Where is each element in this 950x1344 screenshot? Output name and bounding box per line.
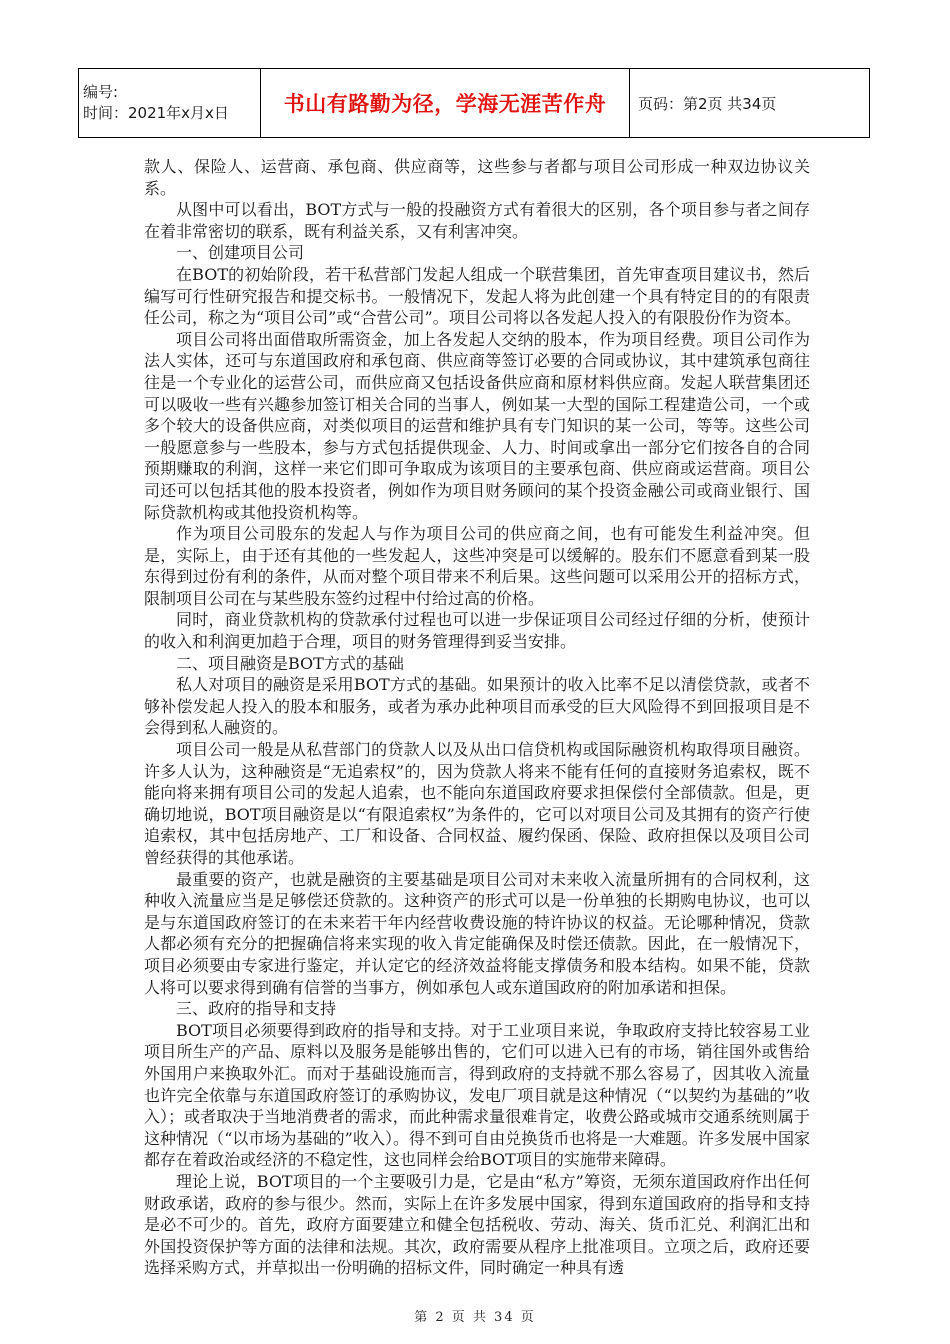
section-heading-1: 一、创建项目公司 xyxy=(176,243,305,263)
header-motto: 书山有路勤为径，学海无涯苦作舟 xyxy=(261,69,630,138)
paragraph: 从图中可以看出，BOT方式与一般的投融资方式有着很大的区别，各个项目参与者之间存在着非常密切的联系，既有利益关系，又有利害冲突。 xyxy=(144,200,810,241)
document-header xyxy=(78,68,870,138)
paragraph: 私人对项目的融资是采用BOT方式的基础。如果预计的收入比率不足以清偿贷款，或者不够补偿发起人投入的股本和服务，或者为承办此种项目而承受的巨大风险得不到回报项目是不会得到私人融资的。 xyxy=(144,675,810,738)
paragraph: 在BOT的初始阶段，若干私营部门发起人组成一个联营集团，首先审查项目建议书，然后编写可行性研究报告和提交标书。一般情况下，发起人将为此创建一个具有特定目的的有限责任公司，称之为“项目公司”或“合营公司”。项目公司将以各发起人投入的有限股份作为资本。 xyxy=(144,264,810,328)
page-footer: 第 2 页 共 34 页 xyxy=(414,1310,536,1325)
section-heading-2: 二、项目融资是BOT方式的基础 xyxy=(176,653,404,673)
paragraph-continuation: 款人、保险人、运营商、承包商、供应商等，这些参与者都与项目公司形成一种双边协议关系。 xyxy=(144,157,810,198)
header-page-info: 页码：第2页 共34页 xyxy=(630,69,870,138)
document-body xyxy=(144,156,810,1279)
paragraph: 作为项目公司股东的发起人与作为项目公司的供应商之间，也有可能发生利益冲突。但是，实际上，由于还有其他的一些发起人，这些冲突是可以缓解的。股东们不愿意看到某一股东得到过份有利的条件，从而对整个项目带来不利后果。这些问题可以采用公开的招标方式，限制项目公司在与某些股东签约过程中付给过高的价格。 xyxy=(144,524,810,608)
paragraph: BOT项目必须要得到政府的指导和支持。对于工业项目来说，争取政府支持比较容易工业项目所生产的产品、原料以及服务是能够出售的，它们可以进入已有的市场，销往国外或售给外国用户来换取外汇。而对于基础设施而言，得到政府的支持就不那么容易了，因其收入流量也许完全依靠与东道国政府签订的承购协议，发电厂项目就是这种情况（“以契约为基础的”收入）；或者取决于当地消费者的需求，而此种需求量很难肯定，收费公路或城市交通系统则属于这种情况（“以市场为基础的”收入）。得不到可自由兑换货币也将是一大难题。许多发展中国家都存在着政治或经济的不稳定性，这也同样会给BOT项目的实施带来障碍。 xyxy=(144,1020,810,1170)
paragraph: 同时，商业贷款机构的贷款承付过程也可以进一步保证项目公司经过仔细的分析，使预计的收入和利润更加趋于合理，项目的财务管理得到妥当安排。 xyxy=(144,610,810,652)
section-heading-3: 三、政府的指导和支持 xyxy=(176,999,337,1019)
paragraph: 项目公司将出面借取所需资金，加上各发起人交纳的股本，作为项目经费。项目公司作为法人实体，还可与东道国政府和承包商、供应商等签订必要的合同或协议，其中建筑承包商往往是一个专业化的运营公司，而供应商又包括设备供应商和原材料供应商。发起人联营集团还可以吸收一些有兴趣参加签订相关合同的当事人，例如某一大型的国际工程建造公司，一个或多个较大的设备供应商，对类似项目的运营和维护具有专门知识的某一公司，等等。这些公司一般愿意参与一些股本，参与方式包括提供现金、人力、时间或拿出一部分它们按各自的合同预期赚取的利润，这样一来它们即可争取成为该项目的主要承包商、供应商或运营商。项目公司还可以包括其他的股本投资者，例如作为项目财务顾问的某个投资金融公司或商业银行、国际贷款机构或其他投资机构等。 xyxy=(144,329,810,522)
document-number-label: 编号: xyxy=(83,83,119,101)
header-meta xyxy=(79,69,261,138)
paragraph: 理论上说，BOT项目的一个主要吸引力是，它是由“私方”筹资，无须东道国政府作出任何财政承诺，政府的参与很少。然而，实际上在许多发展中国家，得到东道国政府的指导和支持是必不可少的。首先，政府方面要建立和健全包括税收、劳动、海关、货币汇兑、利润汇出和外国投资保护等方面的法律和法规。其次，政府需要从程序上批准项目。立项之后，政府还要选择采购方式，并草拟出一份明确的招标文件，同时确定一种具有透 xyxy=(144,1171,810,1278)
paragraph: 最重要的资产，也就是融资的主要基础是项目公司对未来收入流量所拥有的合同权利，这种收入流量应当是足够偿还贷款的。这种资产的形式可以是一份单独的长期购电协议，也可以是与东道国政府签订的在未来若干年内经营收费设施的特许协议的权益。无论哪种情况，贷款人都必须有充分的把握确信将来实现的收入肯定能确保及时偿还债款。因此，在一般情况下，项目必须要由专家进行鉴定，并认定它的经济效益将能支撑债务和股本结构。如果不能，贷款人将可以要求得到确有信誉的当事方，例如承包人或东道国政府的附加承诺和担保。 xyxy=(144,869,810,997)
paragraph: 项目公司一般是从私营部门的贷款人以及从出口信贷机构或国际融资机构取得项目融资。许多人认为，这种融资是“无追索权”的，因为贷款人将来不能有任何的直接财务追索权，既不能向将来拥有项目公司的发起人追索，也不能向东道国政府要求担保偿付全部债款。但是，更确切地说，BOT项目融资是以“有限追索权”为条件的，它可以对项目公司及其拥有的资产行使追索权，其中包括房地产、工厂和设备、合同权益、履约保函、保险、政府担保以及项目公司曾经获得的其他承诺。 xyxy=(144,740,810,867)
document-time: 时间：2021年x月x日 xyxy=(83,104,229,122)
